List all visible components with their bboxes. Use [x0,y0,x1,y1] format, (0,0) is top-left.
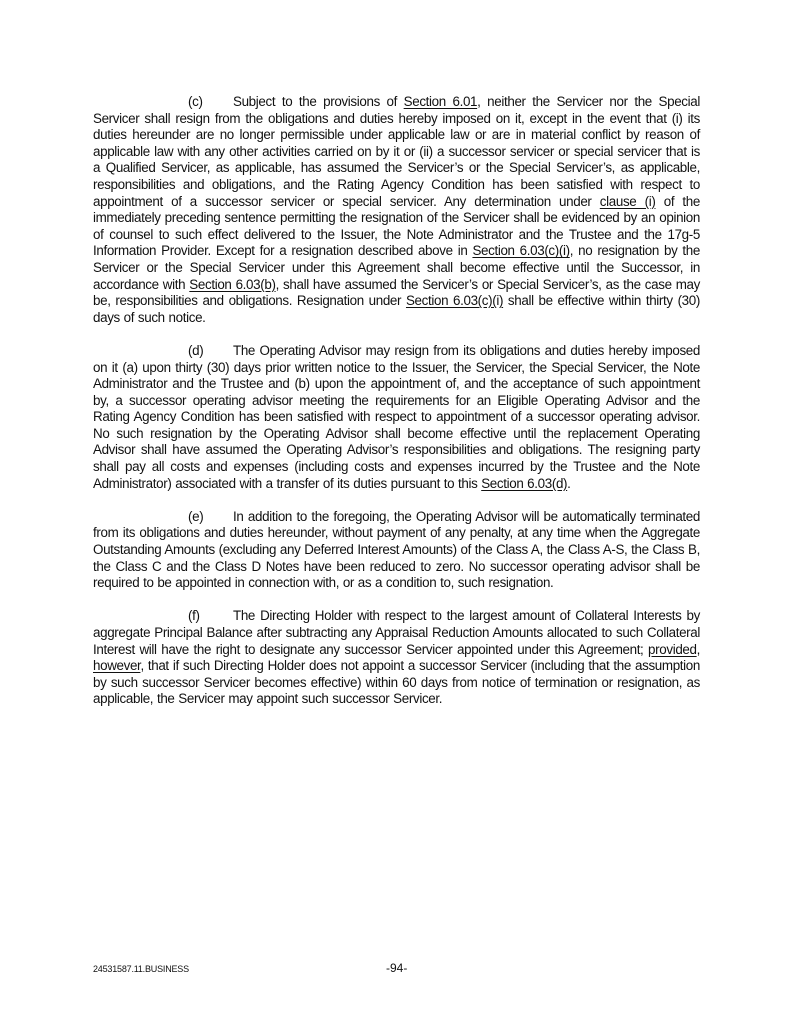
paragraph-text [93,343,700,491]
text-segment: In addition to the foregoing, the Operating Advisor will be automatically terminated from its obligations and duties hereunder, without payment of any penalty, at any time when the Aggregate Outstanding Amounts (excluding any Deferred Interest Amounts) of the Class A, the Class A-S, the Class B, the Class C and the Class D Notes have been reduced to zero. No successor operating advisor shall be required to be appointed in connection with, or as a condition to, such resignation. [93,508,700,591]
text-segment: , [696,641,700,657]
cross-reference: clause (i) [599,193,656,209]
cross-reference: however [93,658,141,674]
cross-reference: Section 6.01 [403,94,478,109]
text-segment: Subject to the provisions of [233,94,404,109]
cross-reference: provided [648,641,697,657]
text-segment: The Operating Advisor may resign from its obligations and duties hereby imposed on it (a) upon thirty (30) days prior written notice to the Issuer, the Servicer, the Special Servicer, the Note Administrator and the Trustee and (b) upon the appointment of, and the acceptance of such appointment by, a successor operating advisor meeting the requirements for an Eligible Operating Advisor and the Rating Agency Condition has been satisfied with respect to appointment of a successor operating advisor. No such resignation by the Operating Advisor shall become effective until the replacement Operating Advisor shall have assumed the Operating Advisor’s responsibilities and obligations. The resigning party shall pay all costs and expenses (including costs and expenses incurred by the Trustee and the Note Administrator) associated with a transfer of its duties pursuant to this [93,342,700,491]
text-segment: , that if such Directing Holder does not appoint a successor Servicer (including that the assumption by such successor Servicer becomes effective) within 60 days from notice of termination or resignation, as applicable, the Servicer may appoint such successor Servicer. [93,658,700,707]
footer-document-id: 24531587.11.BUSINESS [93,964,189,974]
paragraph-text [93,94,700,325]
cross-reference: Section 6.03(b) [189,276,276,292]
text-segment: shall be effective within thirty (30) days of such notice. [93,293,700,325]
text-segment: , neither the Servicer nor the Special Servicer shall resign from the obligations and duties hereby imposed on it, except in the event that (i) its duties hereunder are no longer permissible under applicable law or are in material conflict by reason of applicable law with any other activities carried on by it or (ii) a successor servicer or special servicer that is a Qualified Servicer, as applicable, has assumed the Servicer’s or the Special Servicer’s, as applicable, responsibilities and obligations, and the Rating Agency Condition has been satisfied with respect to appointment of a successor servicer or special servicer. Any determination under [93,94,700,209]
paragraph-label: (e) [188,508,204,524]
text-segment: , no resignation by the Servicer or the Special Servicer under this Agreement shall become effective until the Successor, in accordance with [93,243,700,292]
footer-page-number: -94- [386,961,408,975]
text-segment: , shall have assumed the Servicer’s or Special Servicer’s, as the case may be, responsibilities and obligations. Resignation under [93,276,700,309]
paragraph-label: (c) [188,94,203,109]
cross-reference: Section 6.03(c)(i) [472,243,570,259]
paragraph-c [93,94,700,326]
paragraph-e [93,509,700,592]
text-segment: The Directing Holder with respect to the largest amount of Collateral Interests by aggregate Principal Balance after subtracting any Appraisal Reduction Amounts allocated to such Collateral Interest will have the right to designate any successor Servicer appointed under this Agreement; [93,608,700,657]
document-body [93,94,700,725]
cross-reference: Section 6.03(c)(i) [405,293,504,309]
paragraph-label: (f) [188,608,200,624]
paragraph-label: (d) [188,342,204,358]
text-segment: of the immediately preceding sentence permitting the resignation of the Servicer shall be evidenced by an opinion of counsel to such effect delivered to the Issuer, the Note Administrator and the Trustee and the 17g-5 Information Provider. Except for a resignation described above in [93,193,700,259]
text-segment: . [567,475,571,491]
cross-reference: Section 6.03(d) [481,475,568,491]
paragraph-d [93,343,700,492]
paragraph-f [93,608,700,708]
